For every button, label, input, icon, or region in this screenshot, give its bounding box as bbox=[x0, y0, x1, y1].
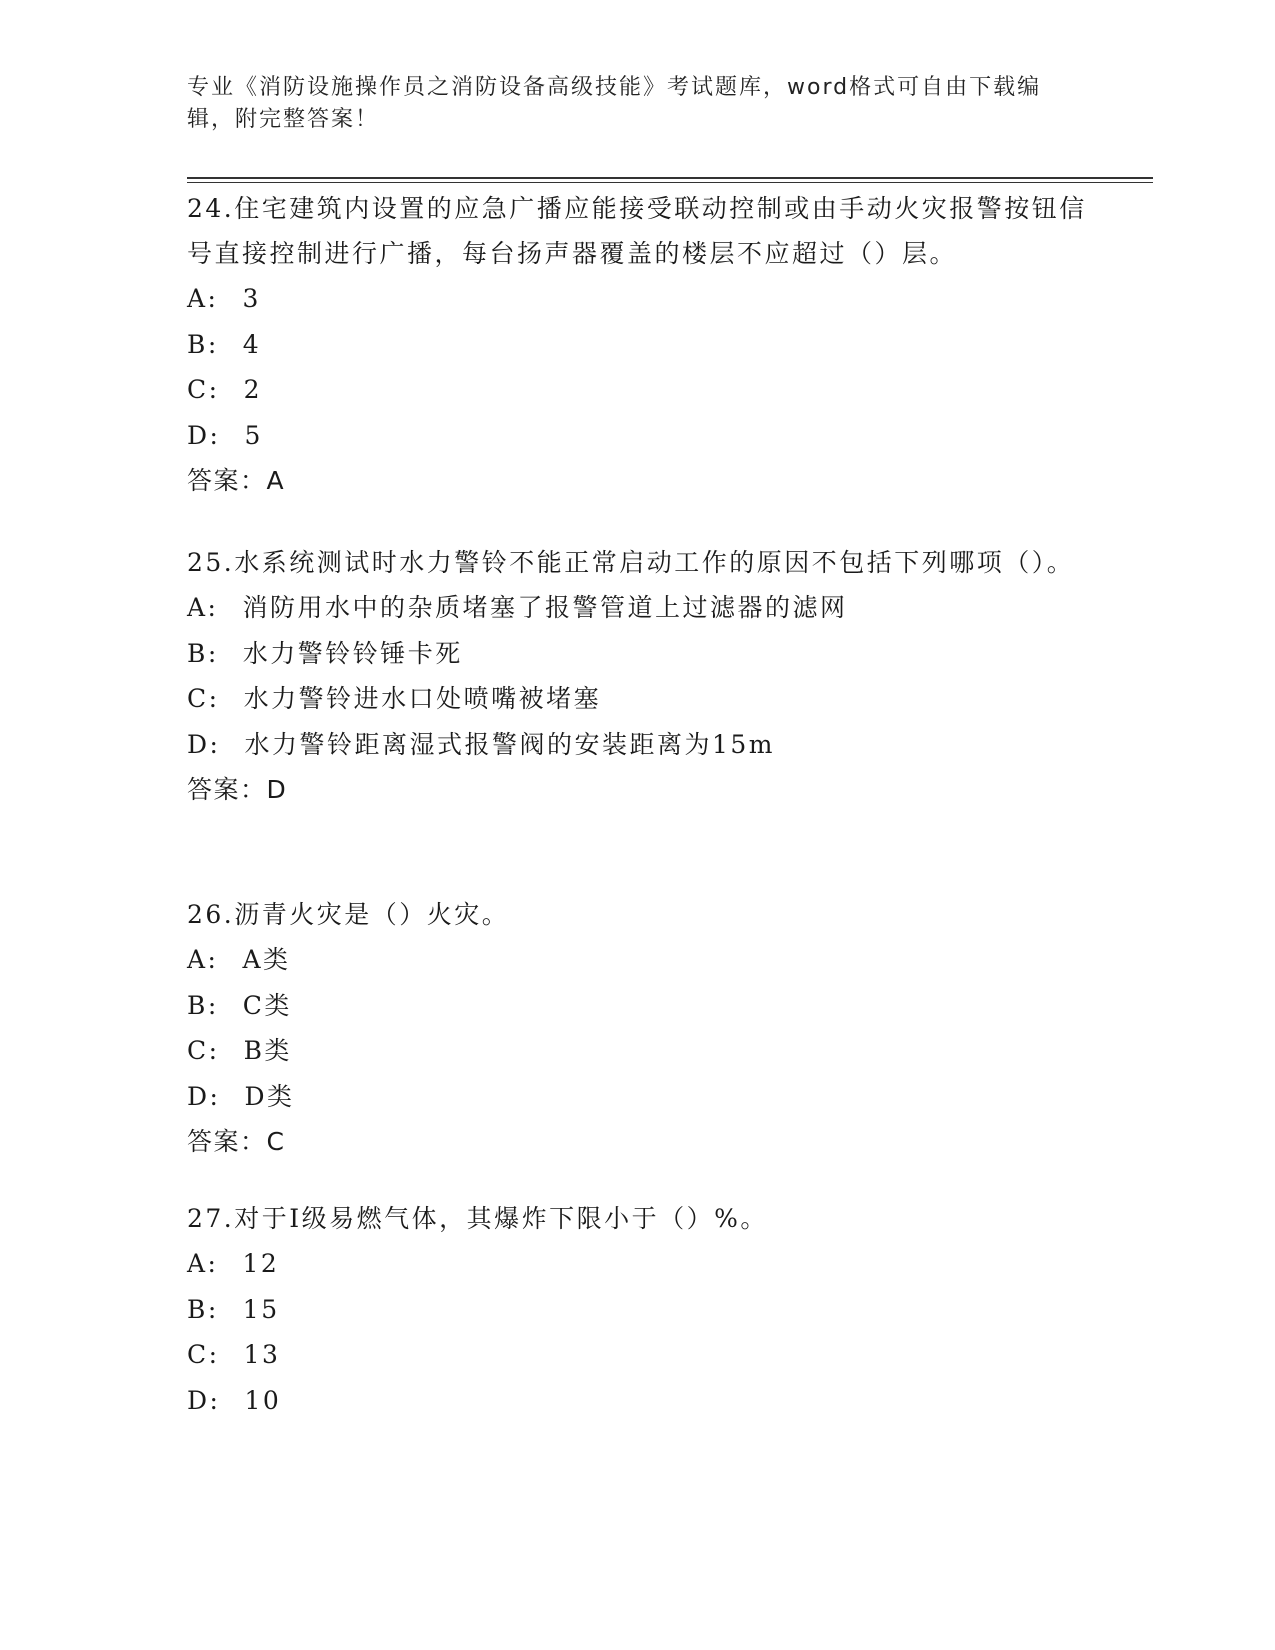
option-letter: C: bbox=[187, 1340, 220, 1369]
option-d bbox=[187, 722, 1087, 768]
option-b bbox=[187, 1287, 1087, 1333]
option-a bbox=[187, 937, 1087, 983]
header-divider bbox=[187, 177, 1153, 183]
option-letter: B: bbox=[187, 329, 219, 359]
option-letter: D: bbox=[187, 420, 221, 450]
option-c bbox=[187, 1332, 1087, 1378]
option-a bbox=[187, 1241, 1087, 1287]
option-letter: A: bbox=[187, 1249, 219, 1278]
option-letter: D: bbox=[187, 1081, 221, 1111]
option-text: 消防用水中的杂质堵塞了报警管道上过滤器的滤网 bbox=[242, 593, 848, 622]
option-c bbox=[187, 676, 1087, 722]
option-a bbox=[187, 276, 1087, 322]
option-letter: B: bbox=[187, 990, 219, 1020]
option-b bbox=[187, 631, 1087, 677]
option-letter: B: bbox=[187, 638, 219, 668]
question-stem: 24.住宅建筑内设置的应急广播应能接受联动控制或由手动火灾报警按钮信号直接控制进行广播，每台扬声器覆盖的楼层不应超过（）层。 bbox=[187, 194, 1087, 268]
answer-label: 答案：D bbox=[187, 775, 288, 804]
option-letter: A: bbox=[187, 593, 219, 622]
option-text: 5 bbox=[244, 420, 263, 450]
option-text: 15 bbox=[242, 1294, 280, 1324]
option-b bbox=[187, 322, 1087, 368]
question-stem: 27.对于Ⅰ级易燃气体，其爆炸下限小于（）%。 bbox=[187, 1204, 768, 1233]
question-24 bbox=[187, 186, 1087, 503]
option-text: 水力警铃铃锤卡死 bbox=[242, 638, 463, 668]
option-letter: C: bbox=[187, 684, 220, 713]
question-stem: 25.水系统测试时水力警铃不能正常启动工作的原因不包括下列哪项（）。 bbox=[187, 548, 1075, 577]
option-letter: C: bbox=[187, 1036, 220, 1065]
option-d bbox=[187, 1074, 1087, 1120]
option-c bbox=[187, 367, 1087, 413]
option-letter: B: bbox=[187, 1294, 219, 1324]
option-letter: A: bbox=[187, 284, 219, 313]
document-intro: 专业《消防设施操作员之消防设备高级技能》考试题库，word格式可自由下载编辑，附完整答案！ bbox=[187, 75, 1042, 132]
option-letter: D: bbox=[187, 729, 221, 759]
option-d bbox=[187, 413, 1087, 459]
option-text: B类 bbox=[243, 1036, 292, 1065]
option-d bbox=[187, 1378, 1087, 1424]
option-text: 水力警铃进水口处喷嘴被堵塞 bbox=[243, 684, 602, 713]
option-text: 3 bbox=[242, 284, 261, 313]
option-text: A类 bbox=[242, 945, 291, 974]
answer-label: 答案：A bbox=[187, 466, 286, 495]
option-text: D类 bbox=[244, 1081, 295, 1111]
option-letter: D: bbox=[187, 1385, 221, 1415]
question-25 bbox=[187, 540, 1087, 812]
option-text: 4 bbox=[242, 329, 262, 359]
question-26 bbox=[187, 892, 1087, 1164]
option-text: 水力警铃距离湿式报警阀的安装距离为15m bbox=[244, 729, 775, 759]
option-text: 10 bbox=[244, 1385, 282, 1415]
question-stem: 26.沥青火灾是（）火灾。 bbox=[187, 900, 510, 929]
question-27 bbox=[187, 1196, 1087, 1423]
option-text: 2 bbox=[243, 375, 262, 404]
answer-label: 答案：C bbox=[187, 1127, 286, 1156]
option-letter: C: bbox=[187, 375, 220, 404]
option-c bbox=[187, 1028, 1087, 1074]
option-text: 13 bbox=[243, 1340, 281, 1369]
option-b bbox=[187, 983, 1087, 1029]
option-text: C类 bbox=[242, 990, 292, 1020]
option-letter: A: bbox=[187, 945, 219, 974]
option-text: 12 bbox=[242, 1249, 280, 1278]
option-a bbox=[187, 585, 1087, 631]
